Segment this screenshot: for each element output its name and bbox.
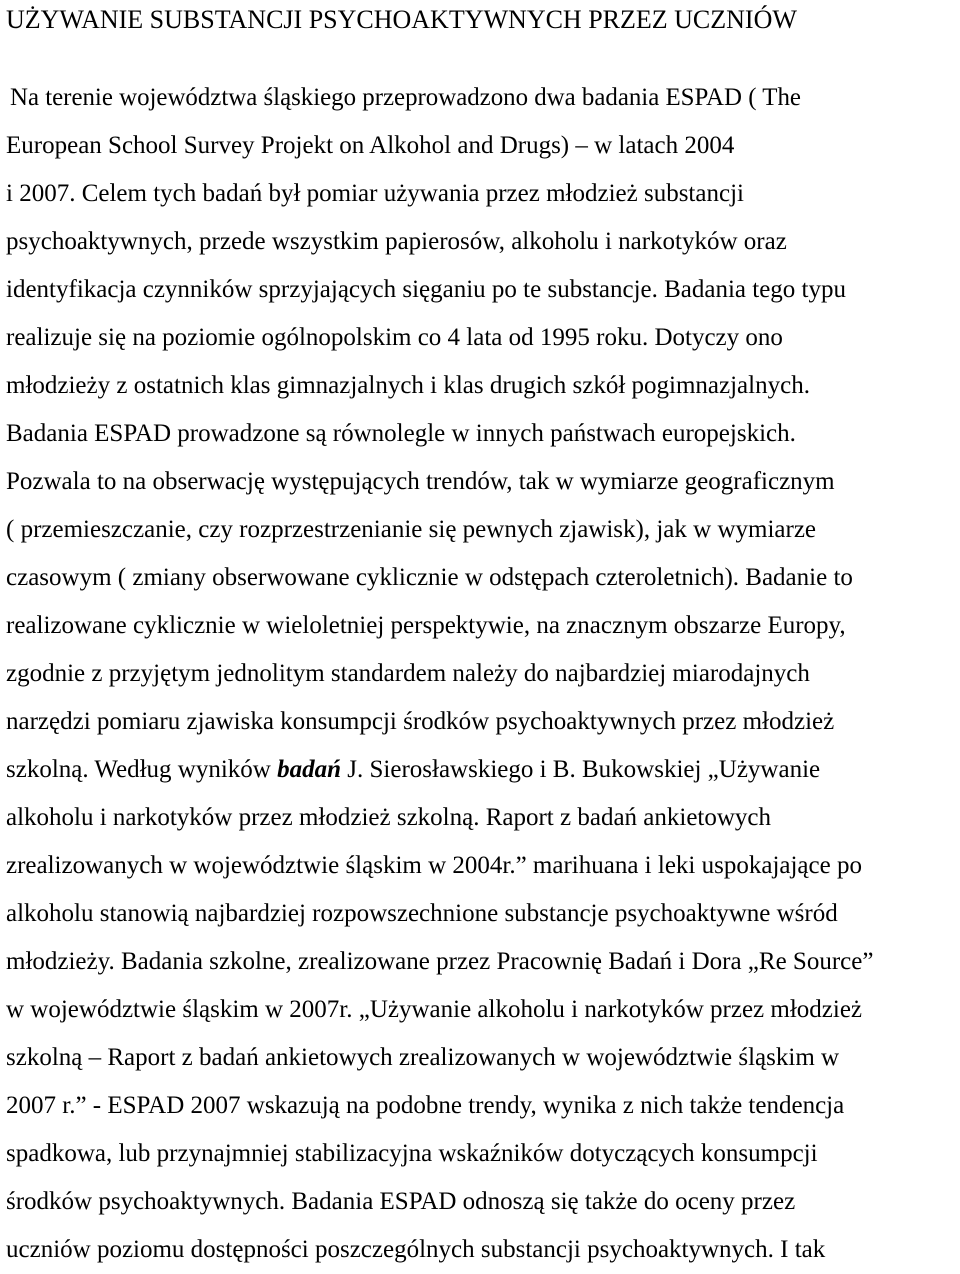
paragraph-line: zrealizowanych w województwie śląskim w 2004r.” marihuana i leki uspokajające po <box>6 852 862 879</box>
line-text-after: J. Sierosławskiego i B. Bukowskiej „Używanie <box>341 756 821 783</box>
paragraph-line: alkoholu i narkotyków przez młodzież szkolną. Raport z badań ankietowych <box>6 804 772 831</box>
paragraph-line: realizuje się na poziomie ogólnopolskim co 4 lata od 1995 roku. Dotyczy ono <box>6 324 783 351</box>
paragraph-line: czasowym ( zmiany obserwowane cyklicznie w odstępach czteroletnich). Badanie to <box>6 564 853 591</box>
paragraph-line: 2007 r.” - ESPAD 2007 wskazują na podobne trendy, wynika z nich także tendencja <box>6 1092 845 1119</box>
paragraph-line: spadkowa, lub przynajmniej stabilizacyjna wskaźników dotyczących konsumpcji <box>6 1140 818 1167</box>
paragraph-line: Pozwala to na obserwację występujących trendów, tak w wymiarze geograficznym <box>6 468 835 495</box>
paragraph-line: identyfikacja czynników sprzyjających sięganiu po te substancje. Badania tego typu <box>6 276 847 303</box>
paragraph-line: realizowane cyklicznie w wieloletniej perspektywie, na znacznym obszarze Europy, <box>6 612 846 639</box>
paragraph-line: European School Survey Projekt on Alkohol and Drugs) – w latach 2004 <box>6 132 735 159</box>
paragraph-line-emphasis <box>6 746 958 794</box>
paragraph-line: szkolną – Raport z badań ankietowych zrealizowanych w województwie śląskim w <box>6 1044 840 1071</box>
paragraph-line: zgodnie z przyjętym jednolitym standardem należy do najbardziej miarodajnych <box>6 660 810 687</box>
paragraph-line: środków psychoaktywnych. Badania ESPAD odnoszą się także do oceny przez <box>6 1188 796 1215</box>
paragraph-line: Na terenie województwa śląskiego przeprowadzono dwa badania ESPAD ( The <box>10 84 801 111</box>
paragraph-line: Badania ESPAD prowadzone są równolegle w innych państwach europejskich. <box>6 420 796 447</box>
document-body <box>6 74 958 1274</box>
paragraph-line: w województwie śląskim w 2007r. „Używanie alkoholu i narkotyków przez młodzież <box>6 996 863 1023</box>
paragraph-line: i 2007. Celem tych badań był pomiar używania przez młodzież substancji <box>6 180 744 207</box>
emphasized-word: badań <box>277 756 342 783</box>
paragraph-line: młodzieży. Badania szkolne, zrealizowane przez Pracownię Badań i Dora „Re Source” <box>6 948 874 975</box>
paragraph-line: młodzieży z ostatnich klas gimnazjalnych i klas drugich szkół pogimnazjalnych. <box>6 372 810 399</box>
document-title: UŻYWANIE SUBSTANCJI PSYCHOAKTYWNYCH PRZEZ UCZNIÓW <box>6 5 797 34</box>
line-text-before: szkolną. Według wyników <box>6 756 278 783</box>
paragraph-line: ( przemieszczanie, czy rozprzestrzenianie się pewnych zjawisk), jak w wymiarze <box>6 516 817 543</box>
paragraph-line: alkoholu stanowią najbardziej rozpowszechnione substancje psychoaktywne wśród <box>6 900 838 927</box>
paragraph-line: narzędzi pomiaru zjawiska konsumpcji środków psychoaktywnych przez młodzież <box>6 708 835 735</box>
paragraph-line: uczniów poziomu dostępności poszczególnych substancji psychoaktywnych. I tak <box>6 1236 826 1263</box>
paragraph-line: psychoaktywnych, przede wszystkim papierosów, alkoholu i narkotyków oraz <box>6 228 787 255</box>
